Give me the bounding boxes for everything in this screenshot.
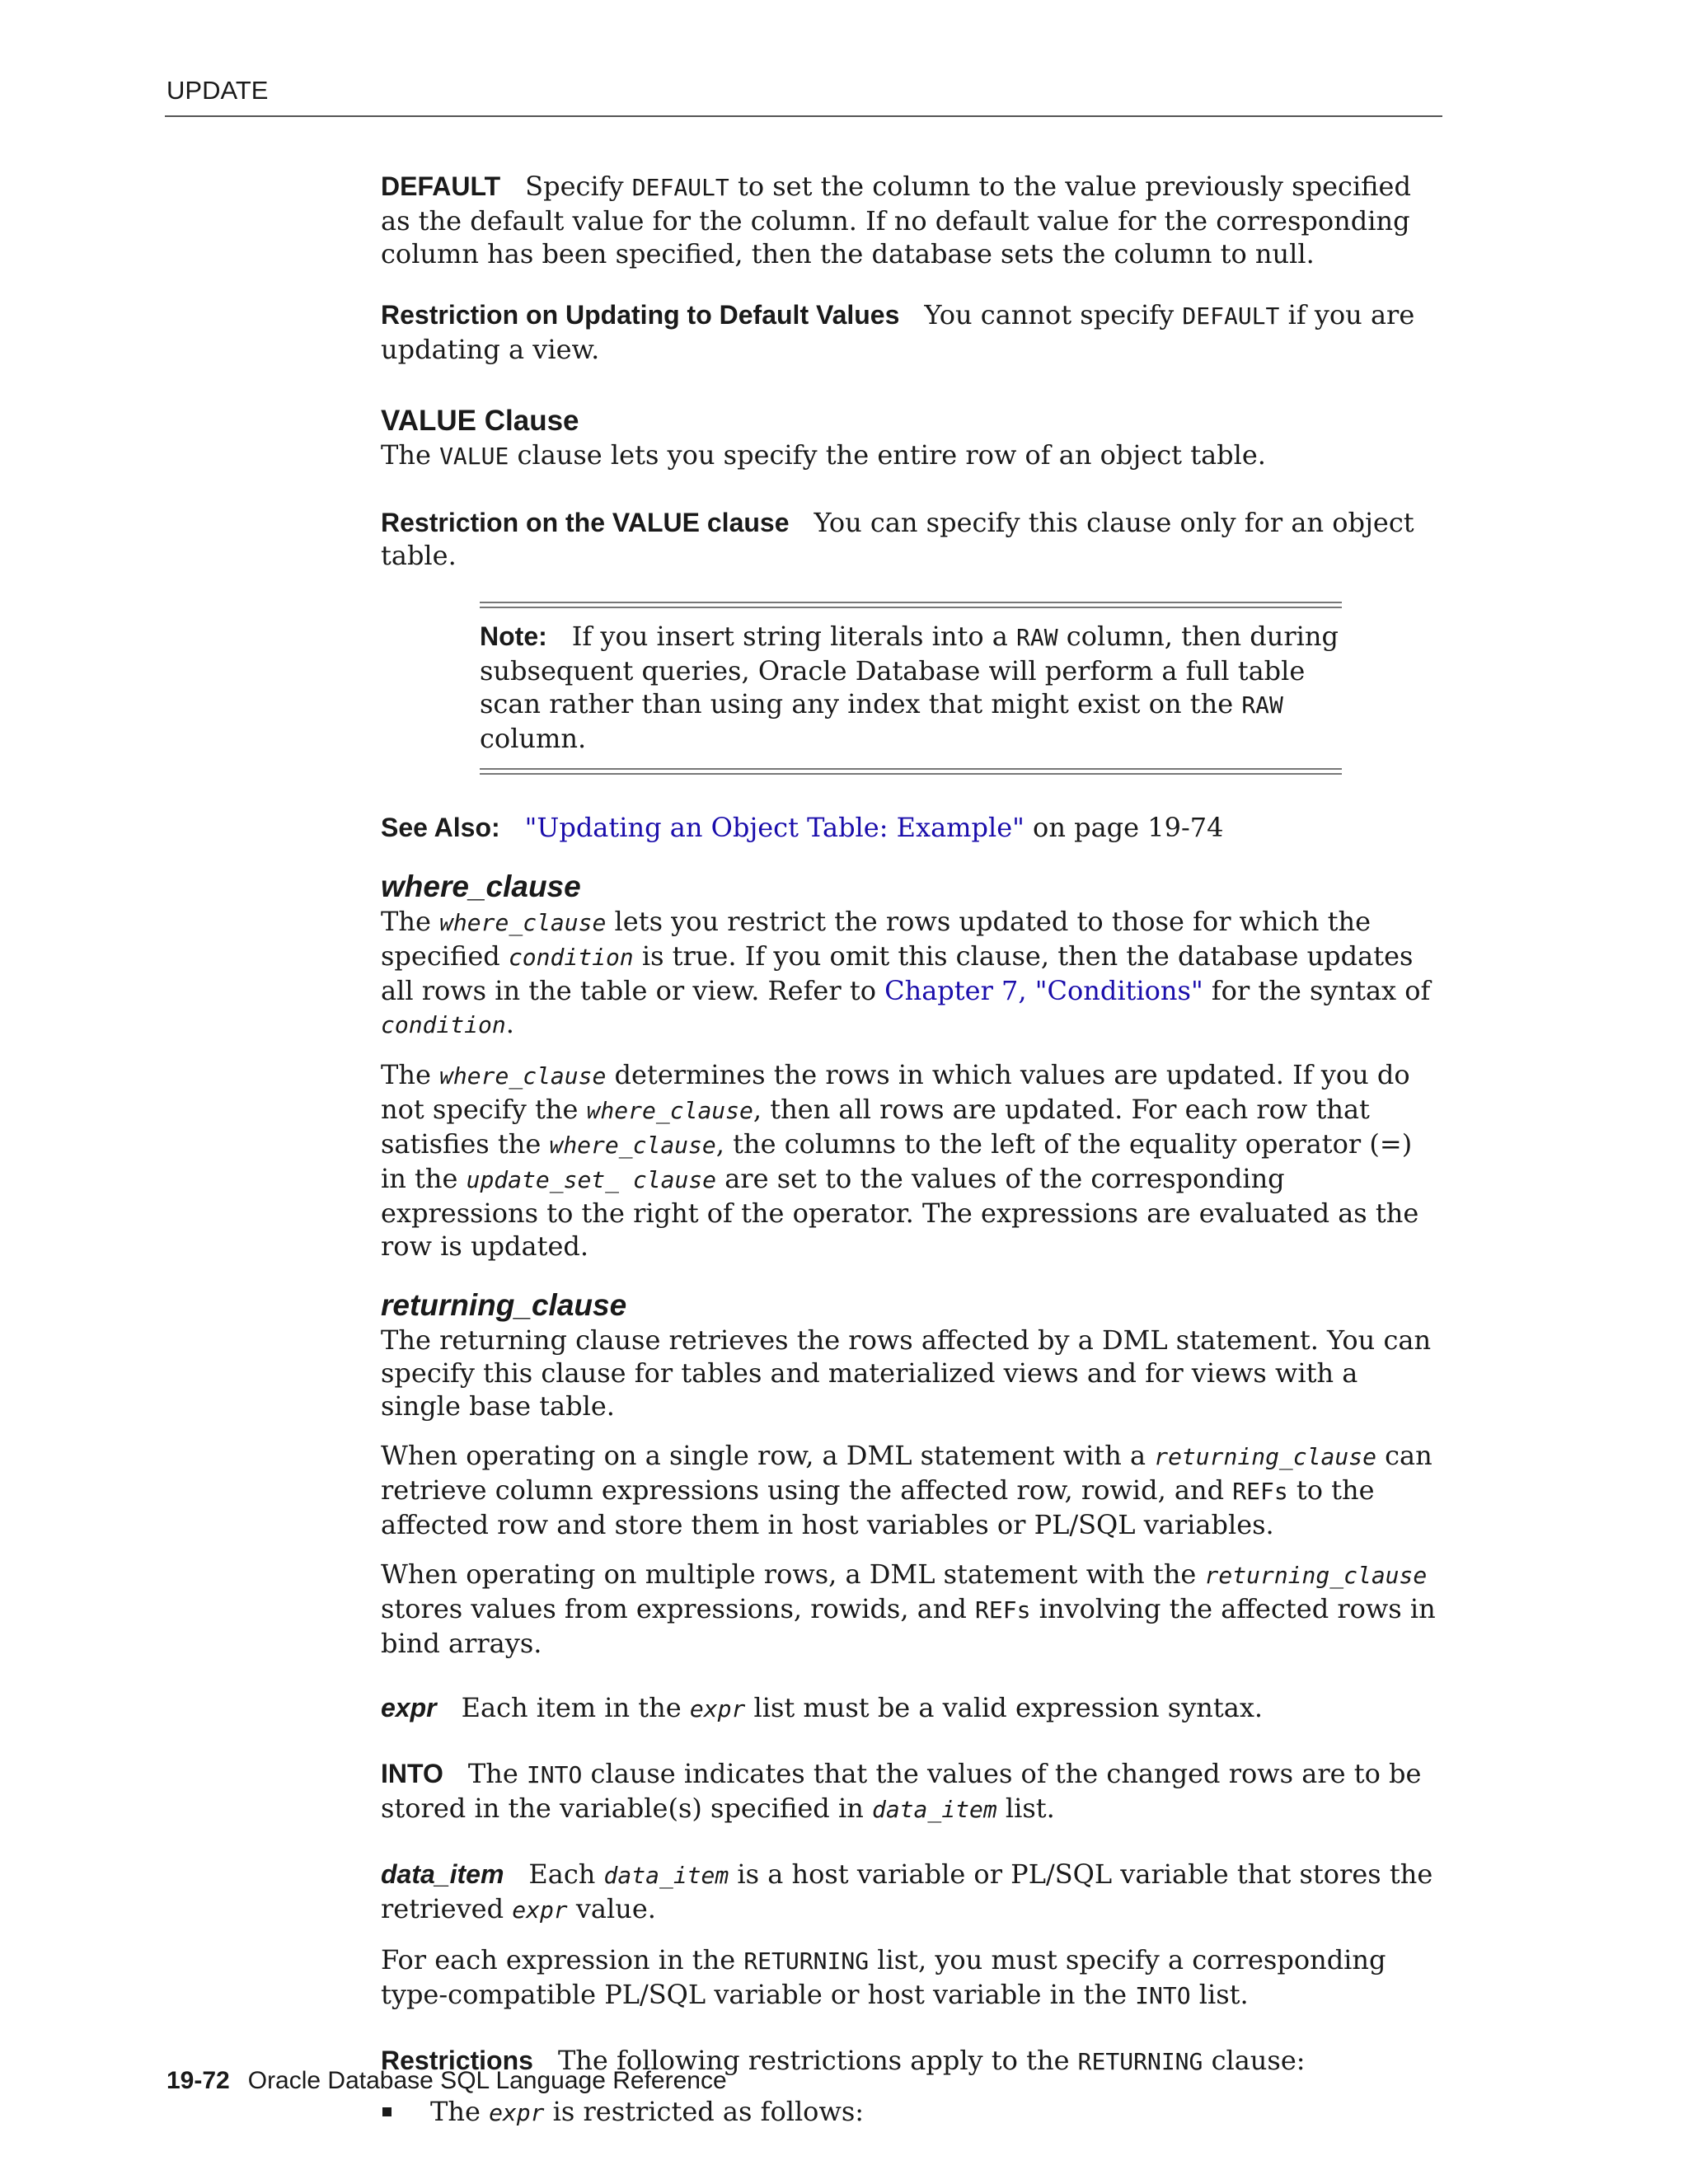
returning-paragraph-2: When operating on a single row, a DML statement with a returning_clause can retrieve column expressions using the affected row, rowid, and REFs to the affected row and store them in host variables or PL/SQL variables. bbox=[381, 1440, 1432, 1540]
page-number: 19-72 bbox=[166, 2067, 230, 2094]
see-also-label: See Also: bbox=[381, 813, 500, 842]
value-clause-heading: VALUE Clause bbox=[381, 405, 579, 437]
expr-paragraph: expr Each item in the expr list must be a valid expression syntax. bbox=[381, 1692, 1264, 1723]
term-restrictions: Restrictions bbox=[381, 2046, 533, 2075]
term-into: INTO bbox=[381, 1759, 443, 1788]
into-paragraph: INTO The INTO clause indicates that the values of the changed rows are to be stored in the variable(s) specified in data_item list. bbox=[381, 1758, 1422, 1824]
page-content bbox=[381, 170, 1444, 2130]
term-expr: expr bbox=[381, 1693, 437, 1722]
term-default: DEFAULT bbox=[381, 171, 501, 201]
code-default: DEFAULT bbox=[631, 174, 729, 201]
bullet-square-icon bbox=[382, 2107, 392, 2116]
where-clause-heading: where_clause bbox=[381, 869, 581, 903]
where-clause-paragraph-1: The where_clause lets you restrict the rows updated to those for which the specified condition is true. If you omit this clause, then the database updates all rows in the table or view. Refer to Chapter 7, "Conditions" for the syntax of condition. bbox=[381, 906, 1431, 1039]
restrictions-paragraph: Restrictions The following restrictions apply to the RETURNING clause: bbox=[381, 2045, 1306, 2076]
returning-paragraph-3: When operating on multiple rows, a DML statement with the returning_clause stores values from expressions, rowids, and REFs involving the affected rows in bind arrays. bbox=[381, 1558, 1436, 1659]
note-text: Note: If you insert string literals into a RAW column, then during subsequent queries, Oracle Database will perform a full table scan rather than using any index that might exist on the RAW column. bbox=[480, 621, 1339, 754]
term-restriction-value: Restriction on the VALUE clause bbox=[381, 508, 790, 537]
running-header: UPDATE bbox=[166, 76, 269, 105]
note-box bbox=[480, 602, 1342, 775]
value-clause-paragraph: The VALUE clause lets you specify the entire row of an object table. bbox=[381, 439, 1266, 471]
header-rule bbox=[165, 115, 1442, 117]
see-also-link[interactable]: "Updating an Object Table: Example" bbox=[524, 812, 1025, 843]
returning-clause-heading: returning_clause bbox=[381, 1288, 627, 1322]
term-restriction-default: Restriction on Updating to Default Values bbox=[381, 300, 900, 330]
page-footer bbox=[166, 2067, 727, 2095]
note-top-rule bbox=[480, 602, 1342, 608]
note-label: Note: bbox=[480, 621, 547, 651]
returning-paragraph-4: For each expression in the RETURNING list, you must specify a corresponding type-compatible PL/SQL variable or host variable in the INTO list. bbox=[381, 1944, 1386, 2010]
restriction-default-paragraph: Restriction on Updating to Default Values You cannot specify DEFAULT if you are updating a view. bbox=[381, 299, 1415, 365]
conditions-chapter-link[interactable]: Chapter 7, "Conditions" bbox=[884, 975, 1203, 1006]
see-also: See Also: "Updating an Object Table: Example" on page 19-74 bbox=[381, 812, 1224, 843]
data-item-paragraph: data_item Each data_item is a host variable or PL/SQL variable that stores the retrieved expr value. bbox=[381, 1858, 1433, 1924]
returning-paragraph-1: The returning clause retrieves the rows affected by a DML statement. You can specify this clause for tables and materialized views and for views with a single base table. bbox=[381, 1324, 1432, 1422]
restriction-value-paragraph: Restriction on the VALUE clause You can specify this clause only for an object table. bbox=[381, 507, 1414, 571]
note-bottom-rule bbox=[480, 768, 1342, 775]
book-title: Oracle Database SQL Language Reference bbox=[247, 2067, 727, 2094]
bullet-item: The expr is restricted as follows: bbox=[381, 2095, 1444, 2130]
default-paragraph: DEFAULT Specify DEFAULT to set the column to the value previously specified as the default value for the column. If no default value for the corresponding column has been specified, then the database sets the column to null. bbox=[381, 171, 1411, 269]
where-clause-paragraph-2: The where_clause determines the rows in which values are updated. If you do not specify the where_clause, then all rows are updated. For each row that satisfies the where_clause, the columns to the left of the equality operator (=) in the update_set_ clause are set to the values of the corresponding expressions to the right of the operator. The expressions are evaluated as the row is updated. bbox=[381, 1059, 1419, 1262]
term-data-item: data_item bbox=[381, 1859, 504, 1889]
